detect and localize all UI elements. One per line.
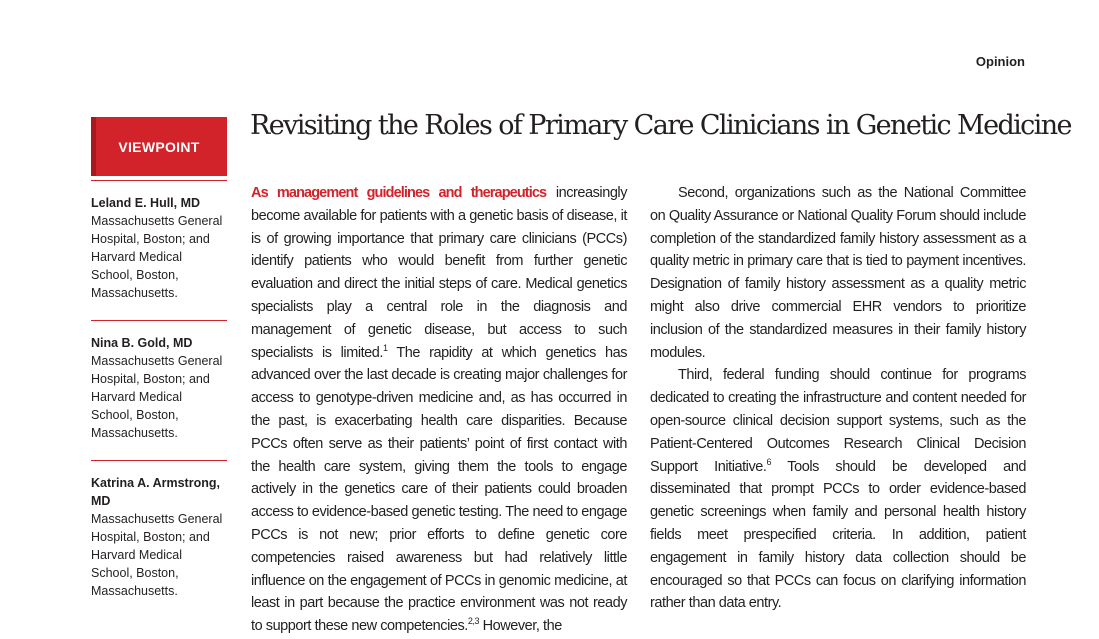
lead-in-text: As management guidelines and therapeutics bbox=[251, 185, 547, 201]
body-column-left bbox=[251, 182, 627, 638]
paragraph-text: However, the bbox=[479, 618, 562, 635]
article-title: Revisiting the Roles of Primary Care Clinicians in Genetic Medicine bbox=[250, 110, 1071, 141]
author-name: Nina B. Gold, MD bbox=[91, 336, 193, 350]
paragraph-text: Second, organizations such as the National Committee on Quality Assurance or National Quality Forum should include completion of the standardized family history assessment as a quality metric in primary care that is tied to payment incentives. Designation of family history assessment as a quality metric might also drive commercial EHR vendors to prioritize inclusion of the standardized measures in their family history modules. bbox=[650, 185, 1026, 361]
section-label: Opinion bbox=[975, 54, 1025, 69]
body-paragraph bbox=[251, 182, 627, 638]
author-affiliation: Massachusetts General Hospital, Boston; and Harvard Medical School, Boston, Massachusetts. bbox=[91, 354, 223, 440]
reference-marker: 1 bbox=[383, 342, 388, 353]
author-name: Katrina A. Armstrong, MD bbox=[91, 476, 220, 508]
body-paragraph bbox=[650, 364, 1026, 615]
viewpoint-badge: VIEWPOINT bbox=[91, 117, 227, 176]
paragraph-text: Third, federal funding should continue for programs dedicated to creating the infrastructure and content needed for open-source clinical decision support systems, such as the Patient-Centered Outcomes Research Clinical Decision Support Initiative. bbox=[650, 367, 1026, 475]
paragraph-text: increasingly become available for patients with a genetic basis of disease, it is of growing importance that primary care clinicians (PCCs) identify patients who would benefit from further genetic evaluation and direct the initial steps of care. Medical genetics specialists play a central role in the diagnosis and management of genetic disease, but access to such specialists is limited. bbox=[251, 185, 627, 361]
author-name: Leland E. Hull, MD bbox=[91, 196, 201, 210]
author-list bbox=[91, 180, 227, 600]
author-entry bbox=[91, 320, 227, 442]
paragraph-text: Tools should be developed and disseminated that prompt PCCs to order evidence-based genetic screenings when family and personal health history fields meet prespecified criteria. In addition, patient engagement in family history data collection should be encouraged so that PCCs can focus on clarifying information rather than data entry. bbox=[650, 458, 1026, 612]
reference-marker: 6 bbox=[766, 456, 772, 467]
body-column-right bbox=[650, 182, 1026, 615]
author-affiliation: Massachusetts General Hospital, Boston; and Harvard Medical School, Boston, Massachusetts. bbox=[91, 512, 223, 598]
body-paragraph bbox=[650, 182, 1026, 364]
author-affiliation: Massachusetts General Hospital, Boston; and Harvard Medical School, Boston, Massachusetts. bbox=[91, 214, 223, 300]
paragraph-text: The rapidity at which genetics has advanced over the last decade is creating major challenges for access to genotype-driven medicine and, as has occurred in the past, is exacerbating health care disparities. Because PCCs often serve as their patients’ point of first contact with the health care system, giving them the tools to engage actively in the genetics care of their patients could broaden access to evidence-based genetic testing. The need to engage PCCs is not new; prior efforts to define genetic core competencies raised awareness but had relatively little influence on the engagement of PCCs in genomic medicine, at least in part because the practice environment was not ready to support these new competencies. bbox=[251, 344, 627, 635]
author-entry bbox=[91, 180, 227, 302]
author-entry bbox=[91, 460, 227, 600]
reference-marker: 2,3 bbox=[467, 616, 480, 627]
